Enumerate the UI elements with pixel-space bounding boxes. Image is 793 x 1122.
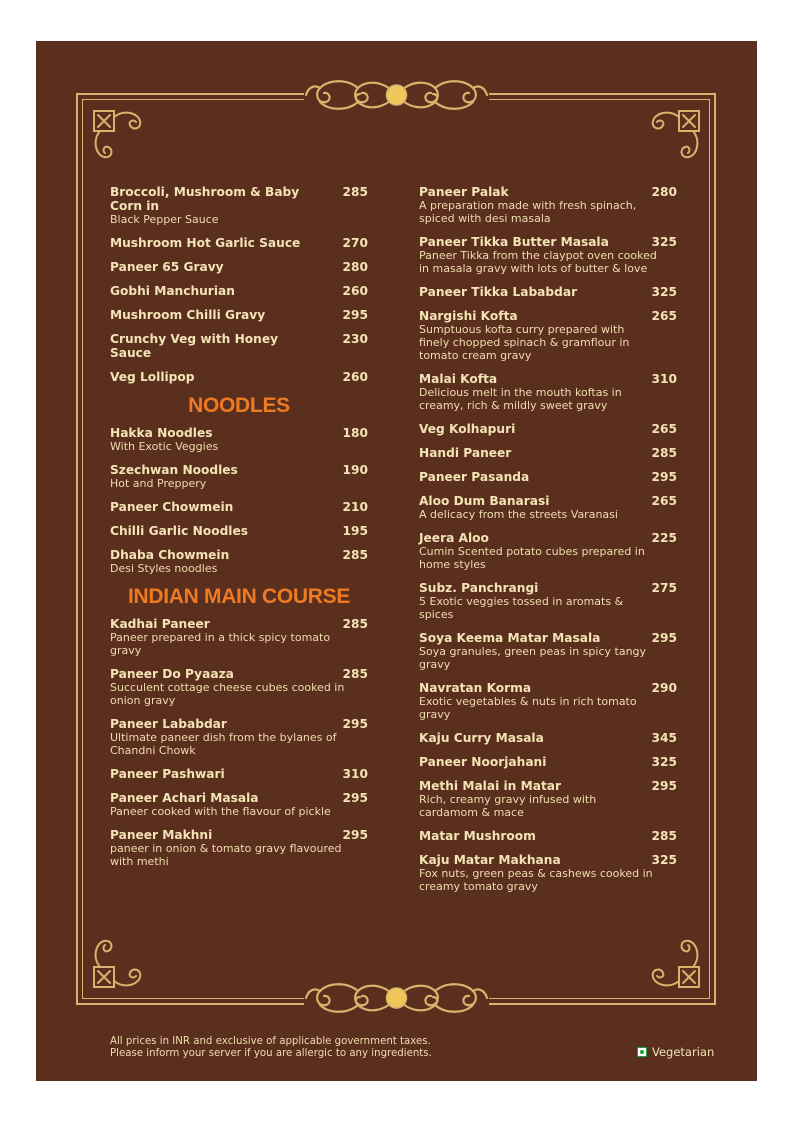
item-price: 285	[651, 829, 677, 843]
item-name: Chilli Garlic Noodles	[110, 524, 249, 538]
item-price: 285	[342, 185, 368, 199]
item-price: 275	[651, 581, 677, 595]
menu-item	[419, 779, 677, 819]
item-desc: A preparation made with fresh spinach, spiced with desi masala	[419, 199, 637, 225]
item-price: 295	[342, 828, 368, 842]
menu-item	[110, 284, 368, 298]
menu-page	[36, 41, 757, 1081]
menu-item	[110, 260, 368, 274]
item-name: Paneer Chowmein	[110, 500, 234, 514]
item-desc: paneer in onion & tomato gravy flavoured with methi	[110, 842, 342, 868]
item-name: Veg Lollipop	[110, 370, 195, 384]
item-name: Methi Malai in Matar	[419, 779, 562, 793]
corner-flourish-bottom-right-icon	[647, 931, 703, 991]
item-desc: A delicacy from the streets Varanasi	[419, 508, 618, 521]
item-name: Paneer Makhni	[110, 828, 213, 842]
item-price: 260	[342, 284, 368, 298]
item-price: 325	[651, 285, 677, 299]
item-name: Kaju Curry Masala	[419, 731, 544, 745]
item-price: 295	[651, 631, 677, 645]
vegetarian-legend	[637, 1045, 714, 1059]
menu-item	[110, 500, 368, 514]
menu-item	[419, 309, 677, 362]
item-price: 210	[342, 500, 368, 514]
menu-item	[419, 731, 677, 745]
item-name: Paneer Tikka Butter Masala	[419, 235, 609, 249]
item-name: Broccoli, Mushroom & Baby Corn in	[110, 185, 300, 213]
item-price: 270	[342, 236, 368, 250]
item-name: Crunchy Veg with Honey Sauce	[110, 332, 279, 360]
item-price: 325	[651, 755, 677, 769]
menu-item	[419, 531, 677, 571]
menu-item	[419, 235, 677, 275]
item-price: 285	[342, 667, 368, 681]
left-menu-column	[110, 185, 368, 878]
item-price: 265	[651, 494, 677, 508]
item-desc: Exotic vegetables & nuts in rich tomato gravy	[419, 695, 637, 721]
item-name: Soya Keema Matar Masala	[419, 631, 601, 645]
menu-item	[419, 853, 677, 893]
item-name: Matar Mushroom	[419, 829, 536, 843]
item-desc: Paneer cooked with the flavour of pickle	[110, 805, 331, 818]
item-price: 285	[342, 617, 368, 631]
noodles-list	[110, 426, 368, 575]
item-desc: Paneer Tikka from the claypot oven cooked in masala gravy with lots of butter & love	[419, 249, 657, 275]
menu-item	[419, 581, 677, 621]
menu-item	[419, 470, 677, 484]
menu-item	[110, 767, 368, 781]
item-price: 285	[342, 548, 368, 562]
item-price: 285	[651, 446, 677, 460]
menu-item	[110, 332, 368, 360]
vegetarian-label: Vegetarian	[652, 1045, 715, 1059]
item-desc: Fox nuts, green peas & cashews cooked in creamy tomato gravy	[419, 867, 653, 893]
item-name: Mushroom Chilli Gravy	[110, 308, 266, 322]
item-name: Hakka Noodles	[110, 426, 213, 440]
item-price: 295	[342, 717, 368, 731]
menu-item	[110, 617, 368, 657]
corner-flourish-top-left-icon	[90, 107, 146, 167]
menu-item	[419, 185, 677, 225]
item-price: 265	[651, 422, 677, 436]
right-menu-column	[419, 185, 677, 903]
item-name: Nargishi Kofta	[419, 309, 518, 323]
item-name: Paneer Achari Masala	[110, 791, 259, 805]
item-name: Paneer 65 Gravy	[110, 260, 224, 274]
item-desc: Succulent cottage cheese cubes cooked in onion gravy	[110, 681, 345, 707]
item-desc: 5 Exotic veggies tossed in aromats & spices	[419, 595, 624, 621]
item-price: 325	[651, 853, 677, 867]
item-price: 310	[651, 372, 677, 386]
section-heading-noodles: NOODLES	[188, 394, 290, 417]
item-name: Veg Kolhapuri	[419, 422, 516, 436]
item-desc: Rich, creamy gravy infused with cardamom & mace	[419, 793, 597, 819]
item-price: 195	[342, 524, 368, 538]
item-name: Navratan Korma	[419, 681, 532, 695]
menu-item	[110, 548, 368, 575]
menu-item	[419, 372, 677, 412]
menu-item	[110, 308, 368, 322]
item-desc: Sumptuous kofta curry prepared with finely chopped spinach & gramflour in tomato cream gravy	[419, 323, 630, 362]
item-price: 260	[342, 370, 368, 384]
item-name: Kadhai Paneer	[110, 617, 210, 631]
item-price: 280	[651, 185, 677, 199]
item-desc: Paneer prepared in a thick spicy tomato gravy	[110, 631, 331, 657]
menu-item	[110, 667, 368, 707]
menu-item	[419, 422, 677, 436]
item-desc: Hot and Preppery	[110, 477, 207, 490]
item-name: Szechwan Noodles	[110, 463, 238, 477]
item-name: Mushroom Hot Garlic Sauce	[110, 236, 301, 250]
item-desc: Desi Styles noodles	[110, 562, 218, 575]
item-desc: With Exotic Veggies	[110, 440, 219, 453]
item-price: 190	[342, 463, 368, 477]
item-desc: Ultimate paneer dish from the bylanes of Chandni Chowk	[110, 731, 337, 757]
item-name: Handi Paneer	[419, 446, 512, 460]
item-name: Paneer Noorjahani	[419, 755, 547, 769]
footer-line-1: All prices in INR and exclusive of applicable government taxes.	[110, 1036, 431, 1047]
item-name: Subz. Panchrangi	[419, 581, 539, 595]
item-desc: Delicious melt in the mouth koftas in creamy, rich & mildly sweet gravy	[419, 386, 622, 412]
item-name: Gobhi Manchurian	[110, 284, 235, 298]
footer-line-2: Please inform your server if you are allergic to any ingredients.	[110, 1048, 432, 1059]
item-name: Paneer Lababdar	[110, 717, 227, 731]
main-course-list	[110, 617, 368, 868]
item-price: 295	[651, 779, 677, 793]
menu-item	[419, 494, 677, 521]
item-price: 295	[342, 308, 368, 322]
veg-mark-icon	[637, 1047, 647, 1057]
menu-item	[419, 755, 677, 769]
menu-item	[110, 524, 368, 538]
footer-disclaimer	[110, 1036, 432, 1060]
item-name: Dhaba Chowmein	[110, 548, 230, 562]
item-desc: Black Pepper Sauce	[110, 213, 219, 226]
item-name: Paneer Tikka Lababdar	[419, 285, 578, 299]
menu-item	[419, 631, 677, 671]
item-name: Malai Kofta	[419, 372, 498, 386]
item-price: 325	[651, 235, 677, 249]
menu-item	[110, 717, 368, 757]
top-scroll-ornament-icon	[304, 74, 489, 116]
corner-flourish-bottom-left-icon	[90, 931, 146, 991]
menu-item	[419, 829, 677, 843]
item-price: 280	[342, 260, 368, 274]
item-price: 225	[651, 531, 677, 545]
item-name: Paneer Palak	[419, 185, 509, 199]
item-name: Aloo Dum Banarasi	[419, 494, 550, 508]
item-price: 265	[651, 309, 677, 323]
item-price: 310	[342, 767, 368, 781]
menu-item	[419, 285, 677, 299]
item-price: 295	[651, 470, 677, 484]
menu-item	[110, 791, 368, 818]
item-name: Paneer Do Pyaaza	[110, 667, 234, 681]
item-name: Kaju Matar Makhana	[419, 853, 561, 867]
item-name: Paneer Pasanda	[419, 470, 530, 484]
item-name: Paneer Pashwari	[110, 767, 225, 781]
item-price: 180	[342, 426, 368, 440]
starters-list	[110, 185, 368, 384]
menu-item	[419, 681, 677, 721]
section-heading-indian-main-course: INDIAN MAIN COURSE	[127, 585, 351, 608]
menu-item	[419, 446, 677, 460]
menu-item	[110, 185, 368, 226]
menu-item	[110, 426, 368, 453]
menu-item	[110, 370, 368, 384]
item-price: 290	[651, 681, 677, 695]
menu-item	[110, 828, 368, 868]
menu-item	[110, 236, 368, 250]
item-price: 230	[342, 332, 368, 346]
item-desc: Cumin Scented potato cubes prepared in home styles	[419, 545, 645, 571]
item-name: Jeera Aloo	[419, 531, 489, 545]
bottom-scroll-ornament-icon	[304, 977, 489, 1019]
item-desc: Soya granules, green peas in spicy tangy gravy	[419, 645, 647, 671]
item-price: 345	[651, 731, 677, 745]
item-price: 295	[342, 791, 368, 805]
menu-item	[110, 463, 368, 490]
corner-flourish-top-right-icon	[647, 107, 703, 167]
